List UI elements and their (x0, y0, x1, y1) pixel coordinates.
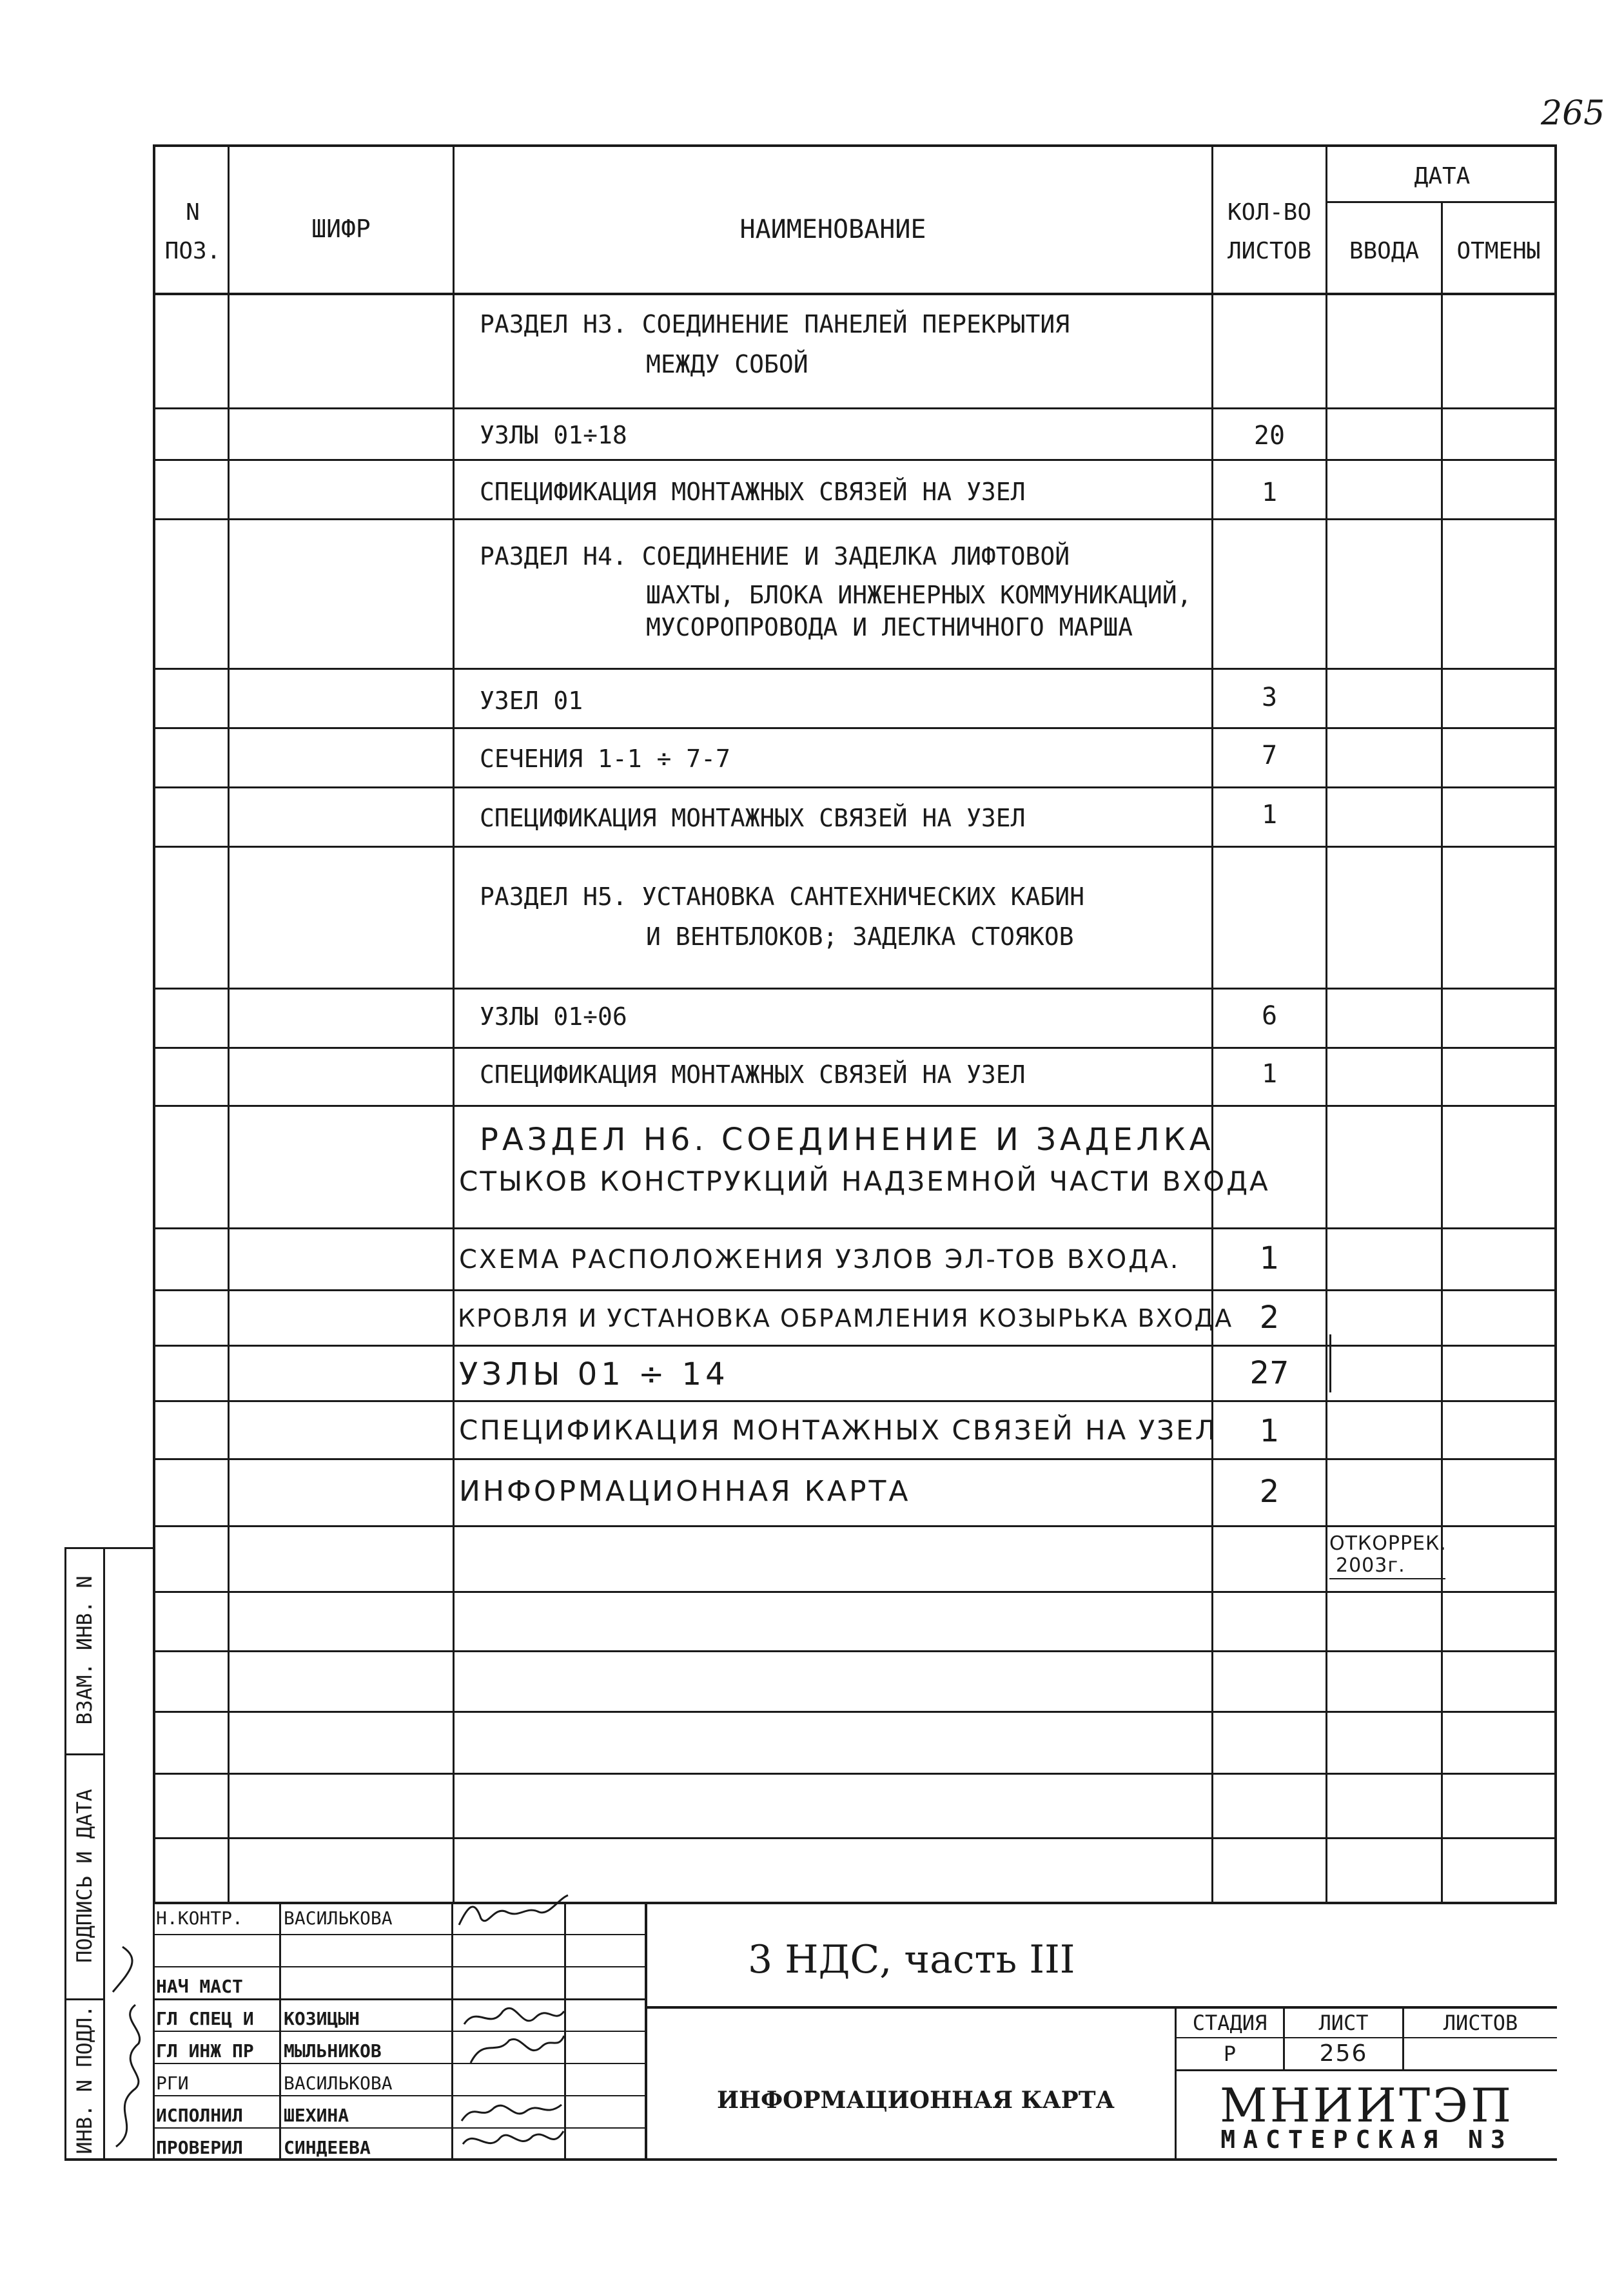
row-name-line3: МУСОРОПРОВОДА И ЛЕСТНИЧНОГО МАРША (646, 613, 1133, 641)
header-qty: КОЛ-ВО (1227, 199, 1312, 226)
row-name-line2: ШАХТЫ, БЛОКА ИНЖЕНЕРНЫХ КОММУНИКАЦИЙ, (646, 581, 1192, 609)
stamp-name: ШЕХИНА (284, 2105, 349, 2126)
row-name: СХЕМА РАСПОЛОЖЕНИЯ УЗЛОВ ЭЛ-ТОВ ВХОДА. (459, 1245, 1180, 1274)
header-date-cancel: ОТМЕНЫ (1456, 238, 1541, 264)
stamp-role: ГЛ ИНЖ ПР (156, 2040, 254, 2062)
sheet-title: ИНФОРМАЦИОННАЯ КАРТА (717, 2087, 1115, 2114)
stamp-name: ВАСИЛЬКОВА (284, 1907, 393, 1929)
row-name: УЗЛЫ 01 ÷ 14 (459, 1356, 729, 1392)
signature-gl-inzh (458, 2031, 567, 2069)
header-date-in: ВВОДА (1349, 238, 1420, 264)
row-name: СПЕЦИФИКАЦИЯ МОНТАЖНЫХ СВЯЗЕЙ НА УЗЕЛ (480, 478, 1026, 506)
stage-label: СТАДИЯ (1192, 2011, 1267, 2035)
row-qty: 2 (1259, 1300, 1280, 1336)
header-qty-sheets: ЛИСТОВ (1227, 238, 1312, 264)
project-title: 3 НДС, часть III (748, 1937, 1075, 1982)
row-name: ИНФОРМАЦИОННАЯ КАРТА (459, 1475, 911, 1508)
row-qty: 1 (1261, 800, 1278, 830)
stamp-role: Н.КОНТР. (156, 1907, 243, 1929)
row-name-line2: И ВЕНТБЛОКОВ; ЗАДЕЛКА СТОЯКОВ (646, 922, 1074, 951)
header-name: НАИМЕНОВАНИЕ (739, 215, 926, 244)
row-qty: 1 (1261, 1059, 1278, 1089)
row-qty: 27 (1249, 1355, 1289, 1391)
stamp-name: МЫЛЬНИКОВ (284, 2040, 382, 2062)
row-name: УЗЛЫ 01÷18 (480, 421, 627, 449)
row-qty: 2 (1259, 1474, 1280, 1510)
row-name: РАЗДЕЛ Н5. УСТАНОВКА САНТЕХНИЧЕСКИХ КАБИН (480, 883, 1084, 911)
correction-note: ОТКОРРЕК. (1329, 1532, 1447, 1555)
row-name: УЗЕЛ 01 (480, 687, 583, 715)
signature-proveril (455, 2125, 565, 2160)
signature-n-kontr (455, 1893, 571, 1934)
header-date: ДАТА (1414, 163, 1471, 190)
stage-value: Р (1223, 2042, 1237, 2066)
workshop-name: МАСТЕРСКАЯ N3 (1220, 2125, 1513, 2154)
row-name: РАЗДЕЛ Н6. СОЕДИНЕНИЕ И ЗАДЕЛКА (480, 1122, 1215, 1158)
inventory-number-signature (103, 1934, 153, 2153)
stamp-role: НАЧ МАСТ (156, 1976, 243, 1997)
side-label-podpis: ПОДПИСЬ И ДАТА (72, 1789, 97, 1963)
stamp-role: РГИ (156, 2073, 189, 2094)
page-number: 265 (1541, 94, 1605, 133)
header-n: N (186, 199, 200, 226)
row-qty: 1 (1259, 1240, 1280, 1276)
row-name: СПЕЦИФИКАЦИЯ МОНТАЖНЫХ СВЯЗЕЙ НА УЗЕЛ (480, 804, 1026, 832)
row-qty: 7 (1261, 741, 1278, 770)
row-qty: 20 (1253, 421, 1286, 451)
row-name: УЗЛЫ 01÷06 (480, 1002, 627, 1031)
row-name: СПЕЦИФИКАЦИЯ МОНТАЖНЫХ СВЯЗЕЙ НА УЗЕЛ (480, 1060, 1026, 1089)
row-name-line2: МЕЖДУ СОБОЙ (646, 350, 808, 378)
row-qty: 3 (1261, 683, 1278, 712)
row-name: РАЗДЕЛ Н3. СОЕДИНЕНИЕ ПАНЕЛЕЙ ПЕРЕКРЫТИЯ (480, 310, 1070, 338)
stamp-role: ПРОВЕРИЛ (156, 2137, 243, 2158)
row-name: РАЗДЕЛ Н4. СОЕДИНЕНИЕ И ЗАДЕЛКА ЛИФТОВОЙ (480, 542, 1070, 571)
row-name: СЕЧЕНИЯ 1-1 ÷ 7-7 (480, 745, 730, 773)
sheet-label: ЛИСТ (1318, 2011, 1369, 2035)
stamp-name: КОЗИЦЫН (284, 2008, 360, 2029)
stamp-name: СИНДЕЕВА (284, 2137, 371, 2158)
row-qty: 6 (1261, 1001, 1278, 1031)
correction-year: 2003г. (1336, 1554, 1405, 1577)
organization-name: МНИИТЭП (1220, 2078, 1514, 2132)
stamp-role: ГЛ СПЕЦ И (156, 2008, 254, 2029)
row-name: КРОВЛЯ И УСТАНОВКА ОБРАМЛЕНИЯ КОЗЫРЬКА ВХОДА (458, 1304, 1233, 1332)
row-name-line2: СТЫКОВ КОНСТРУКЦИЙ НАДЗЕМНОЙ ЧАСТИ ВХОДА (459, 1166, 1270, 1197)
header-poz: ПОЗ. (164, 238, 221, 264)
header-code: ШИФР (311, 215, 371, 243)
side-label-vzam: ВЗАМ. ИНВ. N (72, 1575, 97, 1725)
sheet-value: 256 (1319, 2040, 1368, 2067)
row-qty: 1 (1261, 478, 1278, 507)
stamp-role: ИСПОЛНИЛ (156, 2105, 243, 2126)
row-qty: 1 (1259, 1413, 1280, 1449)
side-label-inv: ИНВ. N ПОДЛ. (72, 2005, 97, 2154)
stamp-name: ВАСИЛЬКОВА (284, 2073, 393, 2094)
sheets-label: ЛИСТОВ (1443, 2011, 1518, 2035)
row-name: СПЕЦИФИКАЦИЯ МОНТАЖНЫХ СВЯЗЕЙ НА УЗЕЛ (459, 1414, 1218, 1446)
